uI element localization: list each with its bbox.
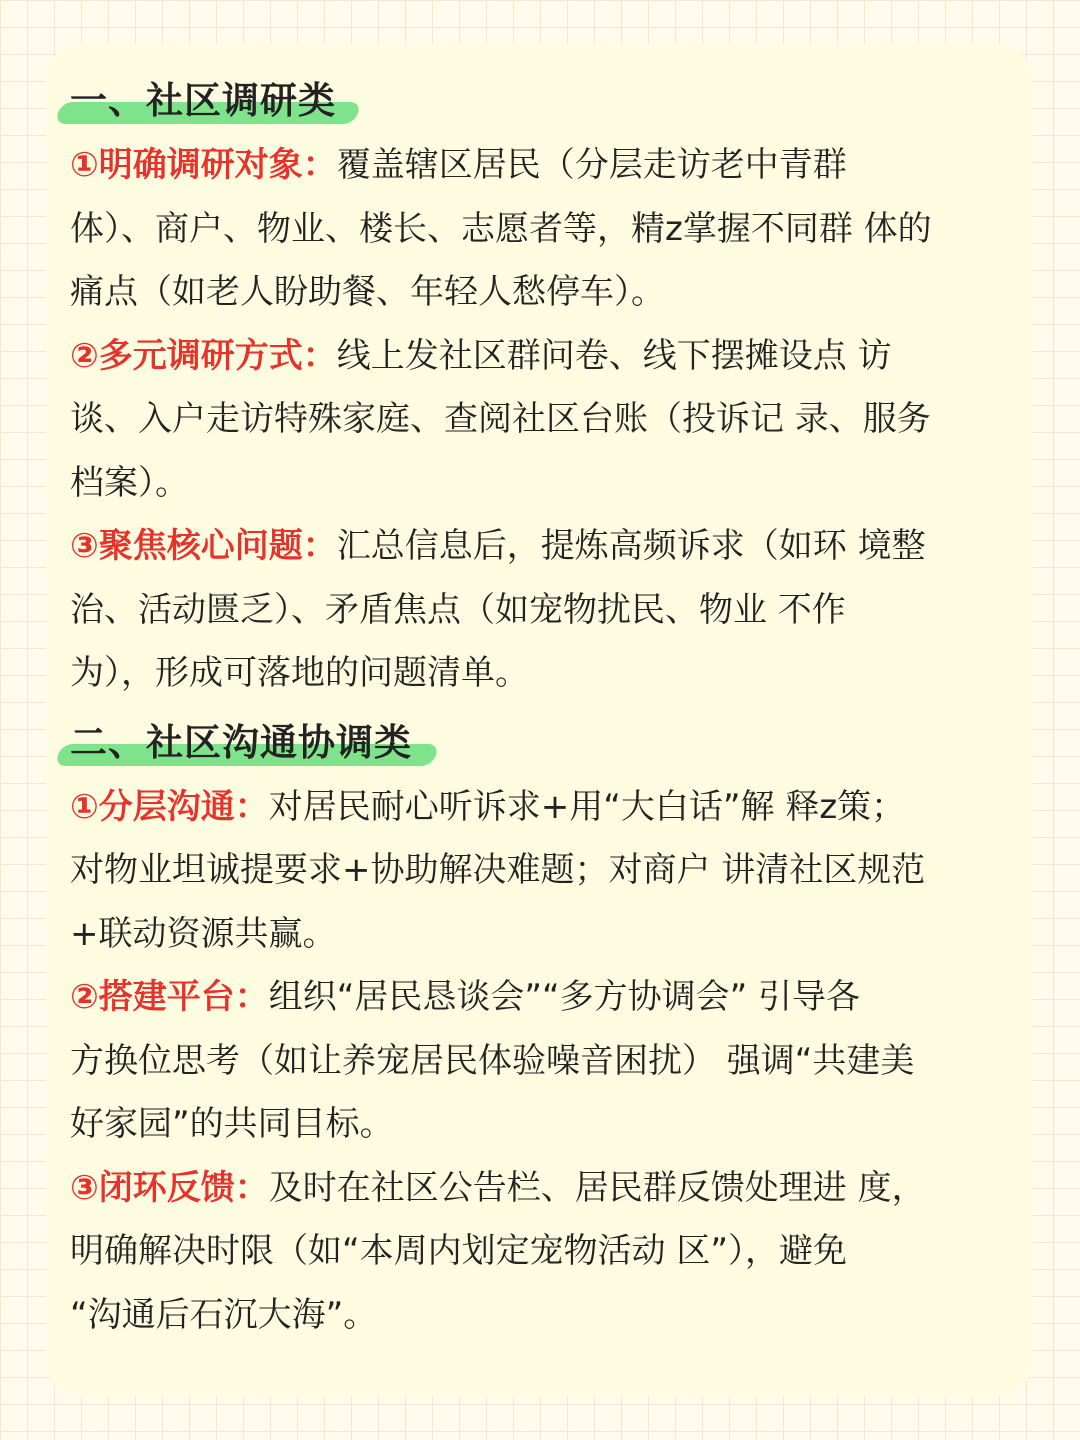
section-heading-wrap xyxy=(70,70,1035,134)
item-label: ②搭建平台： xyxy=(70,977,269,1017)
section-heading-communication: 二、社区沟通协调类 xyxy=(70,720,412,764)
item-text-line: 方换位思考（如让养宠居民体验噪音困扰） 强调“共建美 xyxy=(70,1040,915,1081)
item-text-line: 对物业坦诚提要求+协助解决难题；对商户 讲清社区规范 xyxy=(70,850,926,890)
item-text: 对居民耐心听诉求+用“大白话”解 释z策； xyxy=(268,786,906,827)
research-item-3 xyxy=(70,515,1035,706)
item-label: ②多元调研方式： xyxy=(70,335,337,376)
research-item-2 xyxy=(70,325,1035,516)
item-text: 及时在社区公告栏、居民群反馈处理进 度， xyxy=(268,1167,926,1208)
document-body xyxy=(70,70,1035,1347)
item-first-line xyxy=(70,776,1035,840)
item-text-line: 体）、商户、物业、楼长、志愿者等，精z掌握不同群 体的 xyxy=(70,208,932,249)
item-text-line: 好家园”的共同目标。 xyxy=(70,1104,394,1144)
item-text-line: 治、活动匮乏）、矛盾焦点（如宠物扰民、物业 不作 xyxy=(70,589,846,630)
item-first-line xyxy=(70,134,1035,198)
communication-item-1 xyxy=(70,776,1035,967)
item-first-line xyxy=(70,515,1035,579)
item-label: ①分层沟通： xyxy=(70,786,269,827)
item-text: 线上发社区群问卷、线下摆摊设点 访 xyxy=(336,335,892,376)
item-label: ③闭环反馈： xyxy=(70,1167,269,1208)
item-first-line xyxy=(70,325,1035,389)
section-heading-research: 一、社区调研类 xyxy=(70,79,336,122)
item-text-line: 为），形成可落地的问题清单。 xyxy=(70,653,529,693)
item-first-line xyxy=(70,966,1035,1030)
item-text-line: 档案）。 xyxy=(70,462,189,503)
communication-item-3 xyxy=(70,1157,1035,1348)
item-label: ①明确调研对象： xyxy=(70,145,337,185)
item-text: 组织“居民恳谈会”“多方协调会” 引导各 xyxy=(268,977,861,1017)
section-heading-wrap xyxy=(70,712,1035,776)
communication-item-2 xyxy=(70,966,1035,1157)
research-item-1 xyxy=(70,134,1035,325)
item-text-line: +联动资源共赢。 xyxy=(70,913,337,954)
item-text-line: “沟通后石沉大海”。 xyxy=(70,1294,378,1335)
item-text-line: 明确解决时限（如“本周内划定宠物活动 区”），避免 xyxy=(70,1231,848,1271)
item-text-line: 痛点（如老人盼助餐、年轻人愁停车）。 xyxy=(70,272,665,312)
item-text: 覆盖辖区居民（分层走访老中青群 xyxy=(336,145,847,185)
item-text: 汇总信息后，提炼高频诉求（如环 境整 xyxy=(336,526,926,566)
item-text-line: 谈、入户走访特殊家庭、查阅社区台账（投诉记 录、服务 xyxy=(70,399,931,439)
item-first-line xyxy=(70,1157,1035,1221)
item-label: ③聚焦核心问题： xyxy=(70,526,337,566)
